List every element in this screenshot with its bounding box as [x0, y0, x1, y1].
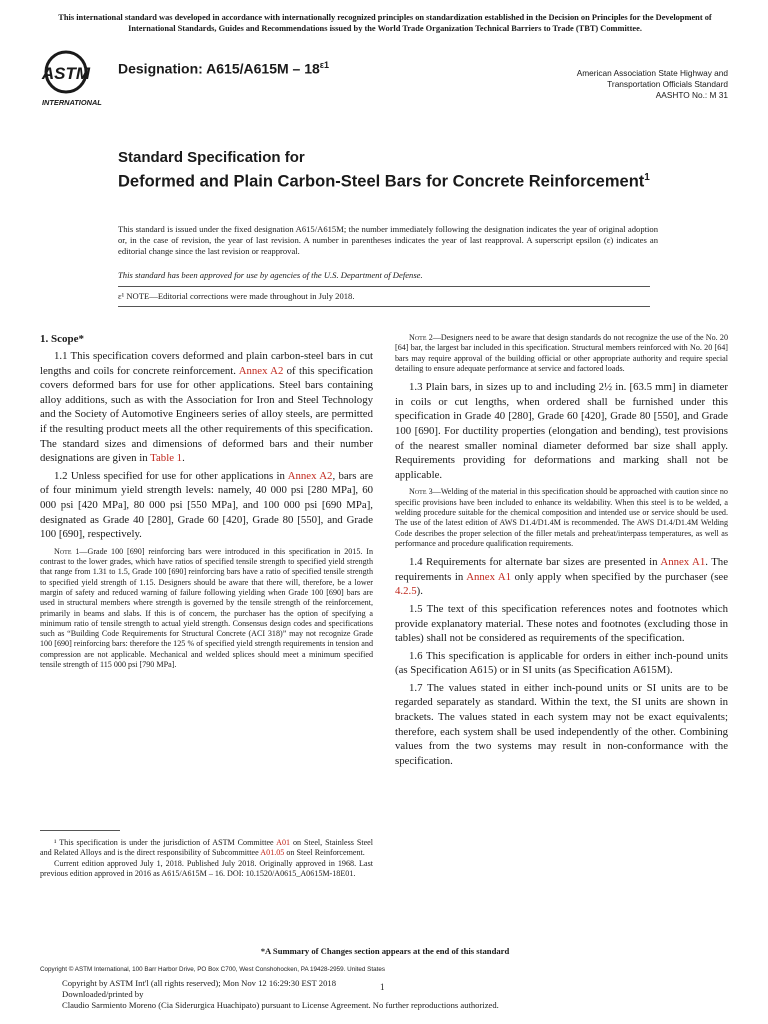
text: . The requirements in: [395, 556, 728, 583]
license-block: [62, 978, 662, 1011]
note-3: [395, 487, 728, 549]
footnote-1: [40, 838, 373, 859]
title-block: [118, 148, 658, 193]
text: only apply when specified by the purchaser (see: [511, 570, 728, 583]
link-section-4-2-5[interactable]: 4.2.5: [395, 585, 417, 598]
logo-text: ASTM: [41, 64, 91, 83]
top-notice: This international standard was developed in accordance with internationally recognized principles on standardization established in the Decision on Principles for the Development of International Standards, Guides and Recommendations issued by the World Trade Organization Technical Barriers to Trade (TBT) Committee.: [58, 13, 712, 33]
license-line: Copyright by ASTM Int'l (all rights reserved); Mon Nov 12 16:29:30 EST 2018: [62, 978, 336, 988]
text: of this specification covers deformed bars for use for other applications. Steel bars containing alloy additions, such as with the Association for Iron and Steel Technology and the Society of Automotive Engineers series of alloy steels, are permitted if the resulting product meets all the other requirements of this specification. The standard sizes and dimensions of deformed bars and their number designations are given in: [40, 364, 373, 465]
right-column: [395, 333, 728, 771]
footnote-edition: Current edition approved July 1, 2018. Published July 2018. Originally approved in 1968. Last previous edition approved in 2016 as A615/A615M – 16. DOI: 10.1520/A0615_A0615M-18E01.: [40, 858, 373, 878]
divider: [118, 306, 650, 307]
editorial-note: ε¹ NOTE—Editorial corrections were made throughout in July 2018.: [118, 291, 355, 301]
paragraph-1-4: [395, 555, 728, 599]
link-annex-a2[interactable]: Annex A2: [238, 364, 284, 377]
designation-label: Designation: A615/A615M – 18: [118, 60, 320, 77]
left-column: [40, 333, 373, 676]
paragraph-1-7: 1.7 The values stated in either inch-pound units or SI units are to be regarded separately as standard. Within the text, the SI units are shown in brackets. The values stated in each system may not be exact equivalents; therefore, each system shall be used independently of the other. Combining values from the two systems may result in non-conformance with the specification.: [395, 681, 728, 767]
note-2: [395, 333, 728, 374]
text: ).: [416, 585, 423, 598]
text: .: [182, 452, 185, 465]
aashto-line: American Association State Highway and: [576, 68, 728, 78]
title-prefix: Standard Specification for: [118, 149, 305, 166]
footnote: [40, 838, 373, 879]
aashto-block: [488, 68, 728, 101]
paragraph-1-6: 1.6 This specification is applicable for orders in either inch-pound units (as Specification A615) or in SI units (as Specification A615M).: [395, 649, 728, 677]
link-table-1[interactable]: Table 1: [150, 452, 183, 465]
text: 1.4 Requirements for alternate bar sizes are presented in: [409, 556, 661, 569]
paragraph-1-3: 1.3 Plain bars, in sizes up to and including 2½ in. [63.5 mm] in diameter in coils or cut lengths, when ordered shall be furnished under this specification in Grade 40 [280], Grade 60 [420], Grade 80 [550], and Grade 100 [690]. For ductility properties (elongation and bending), test provisions of the nearest smaller nominal diameter deformed bar size shall apply. Requirements providing for deformations and marking shall not be applicable.: [395, 381, 728, 481]
section-heading-scope: 1. Scope*: [40, 333, 84, 345]
paragraph-1-2: [40, 469, 373, 542]
summary-note: *A Summary of Changes section appears at the end of this standard: [260, 946, 510, 956]
page-title: [118, 167, 658, 193]
link-annex-a1[interactable]: Annex A1: [660, 556, 706, 569]
note-text: —Grade 100 [690] reinforcing bars were introduced in this specification in 2015. In contrast to the lower grades, which have ratios of specified tensile strength to specified yield strength that range from 1.31 to 1.5, Grade 100 [690] reinforcing bars have a ratio of specified tensile strength to specified yield strength of 1.15. Designers should be aware that there will, therefore, be a lower margin of safety and reduced warning of failure following yielding when Grade 100 [690] bars are used in structural members where strength is governed by the tensile strength of the reinforcement, primarily in beams and slabs. If this is of concern, the purchaser has the option of specifying a minimum ratio of tensile strength to actual yield strength. Consensus design codes and specifications such as “Building Code Requirements for Structural Concrete (ACI 318)” may not recognize Grade 100 [690] reinforcing bars: therefore the 125 % of specified yield strength requirements in tension and compression are not applicable. Mechanical and welded splices should meet a minimum specified tensile strength of 115 000 psi [790 MPa].: [40, 546, 373, 669]
text: ¹ This specification is under the jurisdiction of ASTM Committee: [54, 838, 277, 847]
logo-subtext: INTERNATIONAL: [42, 98, 102, 107]
footnote-divider: [40, 830, 120, 831]
text: 1.1 This specification covers deformed and plain carbon-steel bars in cut lengths and coils for concrete reinforcement.: [40, 350, 373, 377]
copyright: Copyright © ASTM International, 100 Barr Harbor Drive, PO Box C700, West Conshohocken, PA 19428-2959. United States: [40, 966, 385, 973]
note-text: —Designers need to be aware that design standards do not recognize the use of the No. 20 [64] bar, the largest bar included in this specification. Structural members reinforced with No. 20 [64] bars may require approval of the building official or other appropriate authority and require special detailing to ensure adequate performance at service and factored loads.: [395, 333, 728, 373]
note-label: Note 2: [409, 333, 433, 342]
designation-epsilon: ε1: [319, 60, 330, 70]
text: , bars are of four minimum yield strength levels: namely, 40 000 psi [280 MPa], 60 000 psi [420 MPa], 80 000 psi [550 MPa], and 100 000 psi [690 MPa], designated as Grade 40 [280], Grade 60 [420], Grade 80 [550], and Grade 100 [690], respectively.: [40, 469, 373, 541]
note-label: Note 1: [54, 546, 80, 556]
aashto-line: Transportation Officials Standard: [607, 79, 728, 89]
title-text: Deformed and Plain Carbon-Steel Bars for Concrete Reinforcement: [118, 172, 645, 191]
license-line: Claudio Sarmiento Moreno (Cia Siderurgica Huachipato) pursuant to License Agreement. No further reproductions authorized.: [62, 1000, 499, 1010]
paragraph-1-5: 1.5 The text of this specification references notes and footnotes which provide explanatory material. These notes and footnotes (excluding those in tables) shall not be considered as requirements of the specification.: [395, 602, 728, 645]
license-line: Downloaded/printed by: [62, 989, 144, 999]
note-label: Note 3: [409, 487, 433, 497]
page-number: 1: [380, 982, 385, 992]
note-text: —Welding of the material in this specification should be approached with caution since no specific provisions have been included to enhance its weldability. When this steel is to be welded, a welding procedure suitable for the chemical composition and intended use or service should be used. The use of the latest edition of AWS D1.4/D1.4M is recommended. The AWS D1.4/D1.4M Welding Code describes the proper selection of the filler metals and preheat/interpass temperatures, as well as performance and procedure qualification requirements.: [395, 487, 728, 548]
text: on Steel Reinforcement.: [284, 848, 365, 858]
aashto-number: AASHTO No.: M 31: [655, 90, 728, 100]
title-footnote-ref: 1: [644, 172, 650, 183]
text: on Steel, Stainless Steel and Related Alloys and is the direct responsibility of Subcommittee: [40, 838, 374, 858]
divider: [118, 286, 650, 287]
link-committee-a01[interactable]: A01: [276, 838, 291, 847]
text: 1.2 Unless specified for use for other applications in: [54, 469, 288, 482]
defense-note: This standard has been approved for use by agencies of the U.S. Department of Defense.: [118, 270, 423, 280]
note-1: [40, 547, 373, 671]
designation: [118, 60, 329, 77]
link-annex-a1[interactable]: Annex A1: [466, 570, 512, 583]
intro-paragraph: This standard is issued under the fixed designation A615/A615M; the number immediately following the designation indicates the year of original adoption or, in the case of revision, the year of last revision. A number in parentheses indicates the year of last reapproval. A superscript epsilon (ε) indicates an editorial change since the last revision or reapproval.: [118, 224, 658, 256]
link-annex-a2[interactable]: Annex A2: [287, 469, 333, 482]
paragraph-1-1: [40, 349, 373, 466]
link-subcommittee-a01-05[interactable]: A01.05: [260, 848, 285, 858]
astm-logo: [40, 48, 112, 108]
